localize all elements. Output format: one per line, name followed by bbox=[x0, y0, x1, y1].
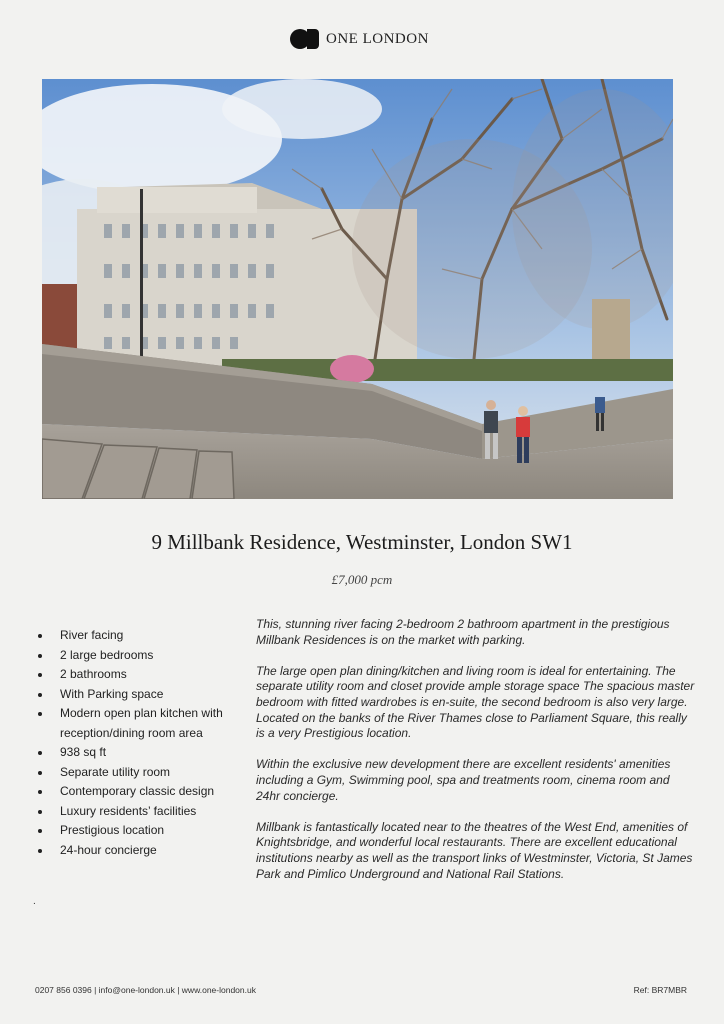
footer-contact: 0207 856 0396 | info@one-london.uk | www.one-london.uk bbox=[35, 985, 256, 995]
feature-item: Separate utility room bbox=[36, 763, 246, 783]
description-paragraph: The large open plan dining/kitchen and living room is ideal for entertaining. The separate utility room and closet provide ample storage space The spacious master bedroom with fitted wardrobes is en-suite, the second bedroom is also very large. Located on the banks of the River Thames close to Parliament Square, this really is a very Prestigious location. bbox=[256, 663, 695, 741]
property-photo bbox=[42, 79, 673, 499]
feature-item: Prestigious location bbox=[36, 821, 246, 841]
feature-item: 2 large bedrooms bbox=[36, 646, 246, 666]
feature-item: With Parking space bbox=[36, 685, 246, 705]
feature-item: 938 sq ft bbox=[36, 743, 246, 763]
brand-name: ONE LONDON bbox=[326, 30, 429, 47]
listing-title: 9 Millbank Residence, Westminster, London SW1 bbox=[151, 530, 573, 554]
footer-reference: Ref: BR7MBR bbox=[633, 985, 687, 995]
one-london-logo-icon bbox=[290, 29, 319, 49]
feature-item: 2 bathrooms bbox=[36, 665, 246, 685]
feature-item: 24-hour concierge bbox=[36, 841, 246, 861]
stray-mark: . bbox=[33, 896, 36, 907]
feature-item: Modern open plan kitchen with reception/dining room area bbox=[36, 704, 246, 743]
feature-item: Contemporary classic design bbox=[36, 782, 246, 802]
feature-item: Luxury residents’ facilities bbox=[36, 802, 246, 822]
property-description bbox=[256, 617, 696, 898]
description-paragraph: This, stunning river facing 2-bedroom 2 bathroom apartment in the prestigious Millbank Residences is on the market with parking. bbox=[256, 617, 670, 647]
feature-list bbox=[36, 626, 246, 860]
listing-price: £7,000 pcm bbox=[331, 572, 393, 587]
brand-logo bbox=[290, 27, 429, 51]
description-paragraph: Millbank is fantastically located near to the theatres of the West End, amenities of Knightsbridge, and wonderful local restaurants. There are excellent educational institutions nearby as well as the transport links of Westminster, Victoria, St James Park and Pimlico Underground and National Rail Stations. bbox=[256, 819, 693, 881]
description-paragraph: Within the exclusive new development there are excellent residents' amenities including a Gym, Swimming pool, spa and treatments room, cinema room and 24hr concierge. bbox=[256, 757, 671, 803]
feature-item: River facing bbox=[36, 626, 246, 646]
